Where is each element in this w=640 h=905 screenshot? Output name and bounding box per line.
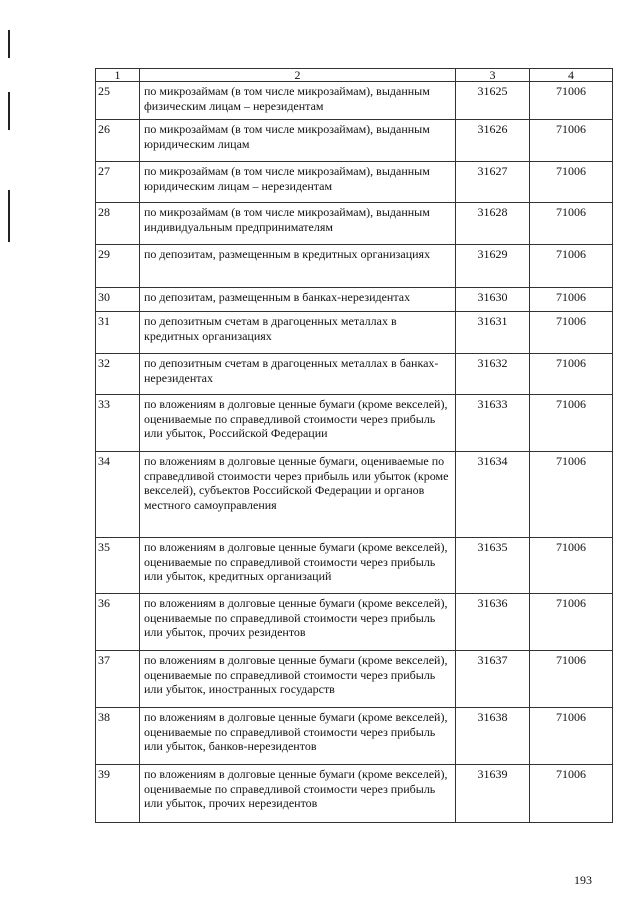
table-row (96, 162, 613, 203)
scan-mark (8, 92, 10, 130)
table-row (96, 354, 613, 395)
row-code: 31631 (456, 312, 530, 354)
table-row (96, 708, 613, 765)
row-symbol: 71006 (530, 708, 613, 765)
row-number: 25 (96, 82, 140, 120)
row-number: 30 (96, 288, 140, 312)
header-col-3: 3 (456, 69, 530, 82)
row-symbol: 71006 (530, 203, 613, 245)
scan-mark (8, 190, 10, 242)
row-code: 31638 (456, 708, 530, 765)
row-number: 31 (96, 312, 140, 354)
row-description: по депозитам, размещенным в кредитных организациях (140, 245, 456, 288)
row-symbol: 71006 (530, 245, 613, 288)
row-description: по депозитам, размещенным в банках-нерезидентах (140, 288, 456, 312)
row-code: 31626 (456, 120, 530, 162)
table-row (96, 765, 613, 823)
table-row (96, 594, 613, 651)
row-symbol: 71006 (530, 395, 613, 452)
row-code: 31625 (456, 82, 530, 120)
row-description: по депозитным счетам в драгоценных металлах в кредитных организациях (140, 312, 456, 354)
row-code: 31637 (456, 651, 530, 708)
row-description: по микрозаймам (в том числе микрозаймам), выданным юридическим лицам (140, 120, 456, 162)
table-row (96, 120, 613, 162)
row-number: 28 (96, 203, 140, 245)
row-description: по вложениям в долговые ценные бумаги (кроме векселей), оцениваемые по справедливой стоимости через прибыль или убыток, Российской Федерации (140, 395, 456, 452)
table-row (96, 452, 613, 538)
row-symbol: 71006 (530, 82, 613, 120)
row-number: 37 (96, 651, 140, 708)
row-number: 35 (96, 538, 140, 594)
table-header (96, 69, 613, 82)
row-description: по вложениям в долговые ценные бумаги (кроме векселей), оцениваемые по справедливой стоимости через прибыль или убыток, прочих резидентов (140, 594, 456, 651)
row-code: 31633 (456, 395, 530, 452)
row-number: 38 (96, 708, 140, 765)
row-description: по вложениям в долговые ценные бумаги, оцениваемые по справедливой стоимости через прибыль или убыток (кроме векселей), субъектов Российской Федерации и органов местного самоуправления (140, 452, 456, 538)
row-number: 26 (96, 120, 140, 162)
row-symbol: 71006 (530, 312, 613, 354)
row-symbol: 71006 (530, 120, 613, 162)
row-code: 31629 (456, 245, 530, 288)
header-col-2: 2 (140, 69, 456, 82)
row-description: по микрозаймам (в том числе микрозаймам), выданным юридическим лицам – нерезидентам (140, 162, 456, 203)
table-row (96, 312, 613, 354)
row-number: 33 (96, 395, 140, 452)
row-description: по микрозаймам (в том числе микрозаймам), выданным индивидуальным предпринимателям (140, 203, 456, 245)
row-number: 32 (96, 354, 140, 395)
table-body (96, 82, 613, 823)
table-row (96, 538, 613, 594)
table-row (96, 395, 613, 452)
table-row (96, 82, 613, 120)
table-row (96, 245, 613, 288)
row-number: 39 (96, 765, 140, 823)
header-row (96, 69, 613, 82)
row-symbol: 71006 (530, 288, 613, 312)
row-code: 31639 (456, 765, 530, 823)
row-symbol: 71006 (530, 354, 613, 395)
row-symbol: 71006 (530, 651, 613, 708)
page-number: 193 (574, 873, 592, 887)
row-symbol: 71006 (530, 452, 613, 538)
row-code: 31635 (456, 538, 530, 594)
row-description: по вложениям в долговые ценные бумаги (кроме векселей), оцениваемые по справедливой стоимости через прибыль или убыток, иностранных государств (140, 651, 456, 708)
row-code: 31627 (456, 162, 530, 203)
row-code: 31630 (456, 288, 530, 312)
row-number: 36 (96, 594, 140, 651)
table-row (96, 288, 613, 312)
scan-mark (8, 30, 10, 58)
row-code: 31628 (456, 203, 530, 245)
row-code: 31634 (456, 452, 530, 538)
row-code: 31636 (456, 594, 530, 651)
accounts-table (95, 68, 613, 823)
row-symbol: 71006 (530, 765, 613, 823)
row-symbol: 71006 (530, 594, 613, 651)
row-symbol: 71006 (530, 538, 613, 594)
table-row (96, 203, 613, 245)
row-number: 27 (96, 162, 140, 203)
row-description: по микрозаймам (в том числе микрозаймам), выданным физическим лицам – нерезидентам (140, 82, 456, 120)
row-number: 29 (96, 245, 140, 288)
header-col-4: 4 (530, 69, 613, 82)
header-col-1: 1 (96, 69, 140, 82)
row-code: 31632 (456, 354, 530, 395)
row-description: по вложениям в долговые ценные бумаги (кроме векселей), оцениваемые по справедливой стоимости через прибыль или убыток, прочих нерезидентов (140, 765, 456, 823)
row-description: по депозитным счетам в драгоценных металлах в банках-нерезидентах (140, 354, 456, 395)
row-description: по вложениям в долговые ценные бумаги (кроме векселей), оцениваемые по справедливой стоимости через прибыль или убыток, кредитных организаций (140, 538, 456, 594)
row-number: 34 (96, 452, 140, 538)
table-row (96, 651, 613, 708)
row-symbol: 71006 (530, 162, 613, 203)
row-description: по вложениям в долговые ценные бумаги (кроме векселей), оцениваемые по справедливой стоимости через прибыль или убыток, банков-нерезидентов (140, 708, 456, 765)
